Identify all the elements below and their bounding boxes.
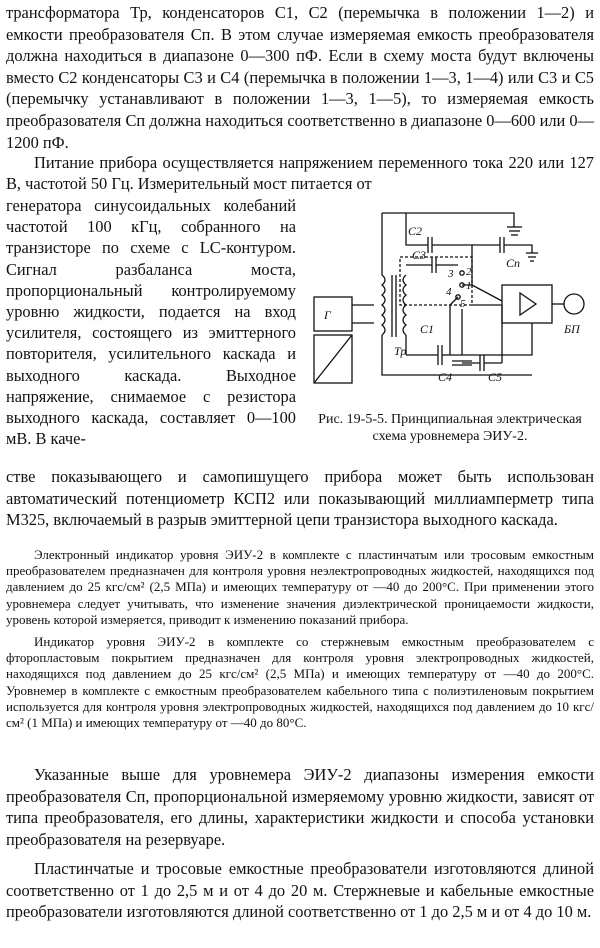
label-c1: C1 xyxy=(420,322,435,336)
label-node-2: 2 xyxy=(466,266,472,278)
label-node-4: 4 xyxy=(446,286,452,298)
label-c3: C3 xyxy=(412,248,427,262)
label-c5: C5 xyxy=(488,370,503,384)
circuit-diagram xyxy=(302,205,596,405)
label-node-3: 3 xyxy=(448,268,454,280)
label-tr: Тр xyxy=(394,344,407,358)
small-paragraph-plate-sensor: Электронный индикатор уровня ЭИУ-2 в комплекте с пластинчатым или тросовым емкостным преобразователем предназначен для контроля уровня неэлектропроводных жидкостей, находящихся под давлением до 25 кгс/см² (2,5 МПа) и имеющих температуру от —40 до 200°С. При применении этого уровнемера следует учитывать, что изменение значения диэлектрической проницаемости жидкости, уровень которой измеряется, приводит к изменению показаний прибора. xyxy=(6,547,594,627)
paragraph-generator-amplifier: генератора синусоидальных колебаний частотой 100 кГц, собранного на транзисторе по схеме с LC-контуром. Сигнал разбаланса моста, пропорциональный контролируемому уровню жидкости, подается на вход усилителя, состоящего из эмиттерного повторителя, усилительного каскада и выходного каскада. Выходное напряжение, снимаемое с резистора выходного каскада, составляет 0—100 мВ. В каче- xyxy=(6,196,296,449)
paragraph-power-intro: Питание прибора осуществляется напряжением переменного тока 220 или 127 В, частотой 50 Гц. Измерительный мост питается от xyxy=(6,153,594,194)
paragraph-sensor-lengths: Пластинчатые и тросовые емкостные преобразователи изготовляются длиной соответственно от 1 до 2,5 м и от 4 до 20 м. Стержневые и кабельные емкостные преобразователи изготовляются длиной соответственно от 1 до 2,5 м и от 4 до 10 м. xyxy=(6,859,594,922)
label-c4: C4 xyxy=(438,370,453,384)
small-paragraph-rod-sensor: Индикатор уровня ЭИУ-2 в комплекте со стержневым емкостным преобразователем с фторопластовым покрытием предназначен для контроля уровня электропроводных жидкостей, находящихся под давлением до 25 кгс/см² (2,5 МПа) и имеющих температуру от —40 до 200°С. Уровнемер в комплекте с емкостным преобразователем кабельного типа с полиэтиленовым покрытием используется для контроля уровня электропроводных жидкостей, находящихся под давлением до 10 кгс/см² (1 МПа) и имеющих температуру от —40 до 80°С. xyxy=(6,634,594,731)
label-generator: Г xyxy=(324,308,331,322)
label-node-1: 1 xyxy=(466,280,472,292)
label-cp: Cп xyxy=(506,256,521,270)
label-c2: C2 xyxy=(408,224,423,238)
label-node-5: 5 xyxy=(460,298,466,310)
paragraph-ranges-dependence: Указанные выше для уровнемера ЭИУ-2 диапазоны измерения емкости преобразователя Сп, пропорциональной измеряемому уровню жидкости, зависят от типа преобразователя, его длины, характеристики жидкости и способа установки преобразователя на резервуаре. xyxy=(6,765,594,849)
label-bp: БП xyxy=(564,322,580,336)
paragraph-bridge-ranges: трансформатора Тр, конденсаторов С1, С2 (перемычка в положении 1—2) и емкости преобразователя Сп. В этом случае измеряемая емкость преобразователя должна находиться в диапазоне 0—300 пФ. Если в схему моста будут включены вместо С2 конденсаторы С3 и С4 (перемычка в положении 1—3, 1—4) или С3 и С5 (перемычку устанавливают в положении 1—3, 1—5), то измеряемая емкость преобразователя Сп должна находиться соответственно в диапазоне 0—600 или 0—1200 пФ. xyxy=(6,3,594,152)
paragraph-recorder: стве показывающего и самопишущего прибора может быть использован автоматический потенциометр КСП2 или показывающий миллиамперметр типа М325, включаемый в разрыв эмиттерной цепи транзистора выходного каскада. xyxy=(6,467,594,530)
figure-caption: Рис. 19-5-5. Принципиальная электрическая схема уровнемера ЭИУ-2. xyxy=(318,412,582,444)
